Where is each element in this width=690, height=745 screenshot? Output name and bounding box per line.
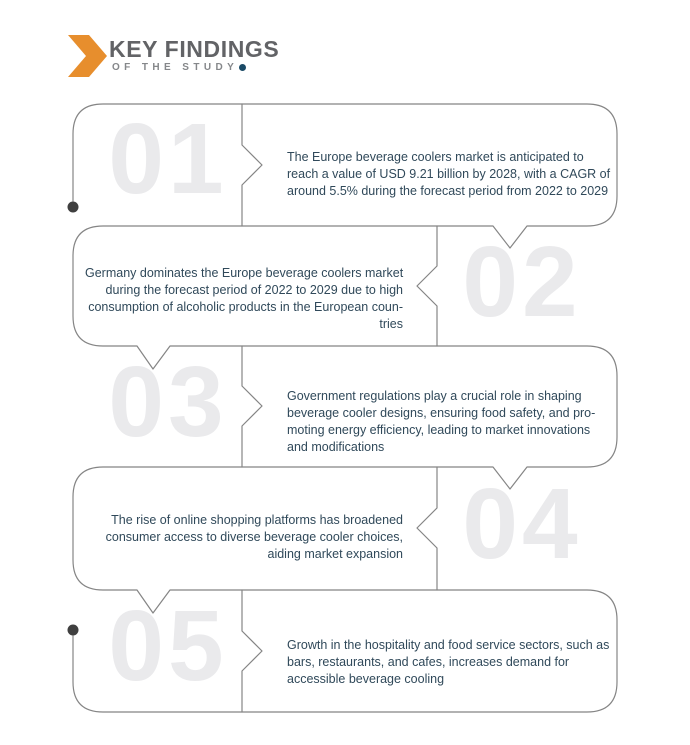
divider-chevron-right-5: [242, 590, 262, 712]
finding-text-line: aiding market expansion: [267, 547, 403, 561]
page-subtitle: [112, 62, 246, 73]
subtitle-dot-icon: [239, 64, 246, 71]
finding-text-line: and modifications: [287, 440, 385, 454]
finding-number-3: 03: [108, 346, 228, 458]
page-title: KEY FINDINGS: [109, 36, 280, 62]
terminal-dot-top: [68, 202, 79, 213]
finding-number-1: 01: [108, 103, 228, 215]
finding-text-line: tries: [379, 317, 403, 331]
finding-text-line: beverage cooler designs, ensuring food safety, and pro-: [287, 406, 596, 420]
finding-text-line: consumption of alcoholic products in the European coun-: [88, 300, 403, 314]
finding-text-line: Germany dominates the Europe beverage coolers market: [85, 266, 404, 280]
divider-chevron-left-2: [417, 226, 437, 346]
finding-text-line: Growth in the hospitality and food service sectors, such as: [287, 638, 610, 652]
divider-chevron-right-1: [242, 104, 262, 226]
finding-number-5: 05: [108, 590, 228, 702]
page-subtitle-text: OF THE STUDY: [112, 62, 239, 73]
finding-text-line: consumer access to diverse beverage cooler choices,: [105, 530, 403, 544]
finding-number-2: 02: [462, 226, 582, 338]
terminal-dot-bottom: [68, 625, 79, 636]
finding-text-line: Government regulations play a crucial role in shaping: [287, 389, 582, 403]
finding-text-5: [287, 637, 610, 688]
divider-chevron-right-3: [242, 346, 262, 467]
finding-text-2: [85, 265, 403, 333]
finding-text-3: [287, 388, 597, 456]
finding-text-line: around 5.5% during the forecast period from 2022 to 2029: [287, 184, 609, 198]
finding-text-line: accessible beverage cooling: [287, 672, 445, 686]
finding-text-line: moting energy efficiency, leading to market innovations: [287, 423, 591, 437]
finding-text-line: reach a value of USD 9.21 billion by 2028, with a CAGR of: [287, 167, 611, 181]
finding-text-4: [85, 512, 403, 563]
divider-chevron-left-4: [417, 467, 437, 590]
logo-arrow-icon: [68, 35, 107, 77]
finding-text-line: during the forecast period of 2022 to 2029 due to high: [105, 283, 403, 297]
finding-text-line: The Europe beverage coolers market is anticipated to: [287, 150, 584, 164]
finding-text-1: [287, 149, 611, 200]
finding-number-4: 04: [462, 468, 582, 580]
finding-text-line: The rise of online shopping platforms has broadened: [111, 513, 403, 527]
finding-text-line: bars, restaurants, and cafes, increases demand for: [287, 655, 570, 669]
